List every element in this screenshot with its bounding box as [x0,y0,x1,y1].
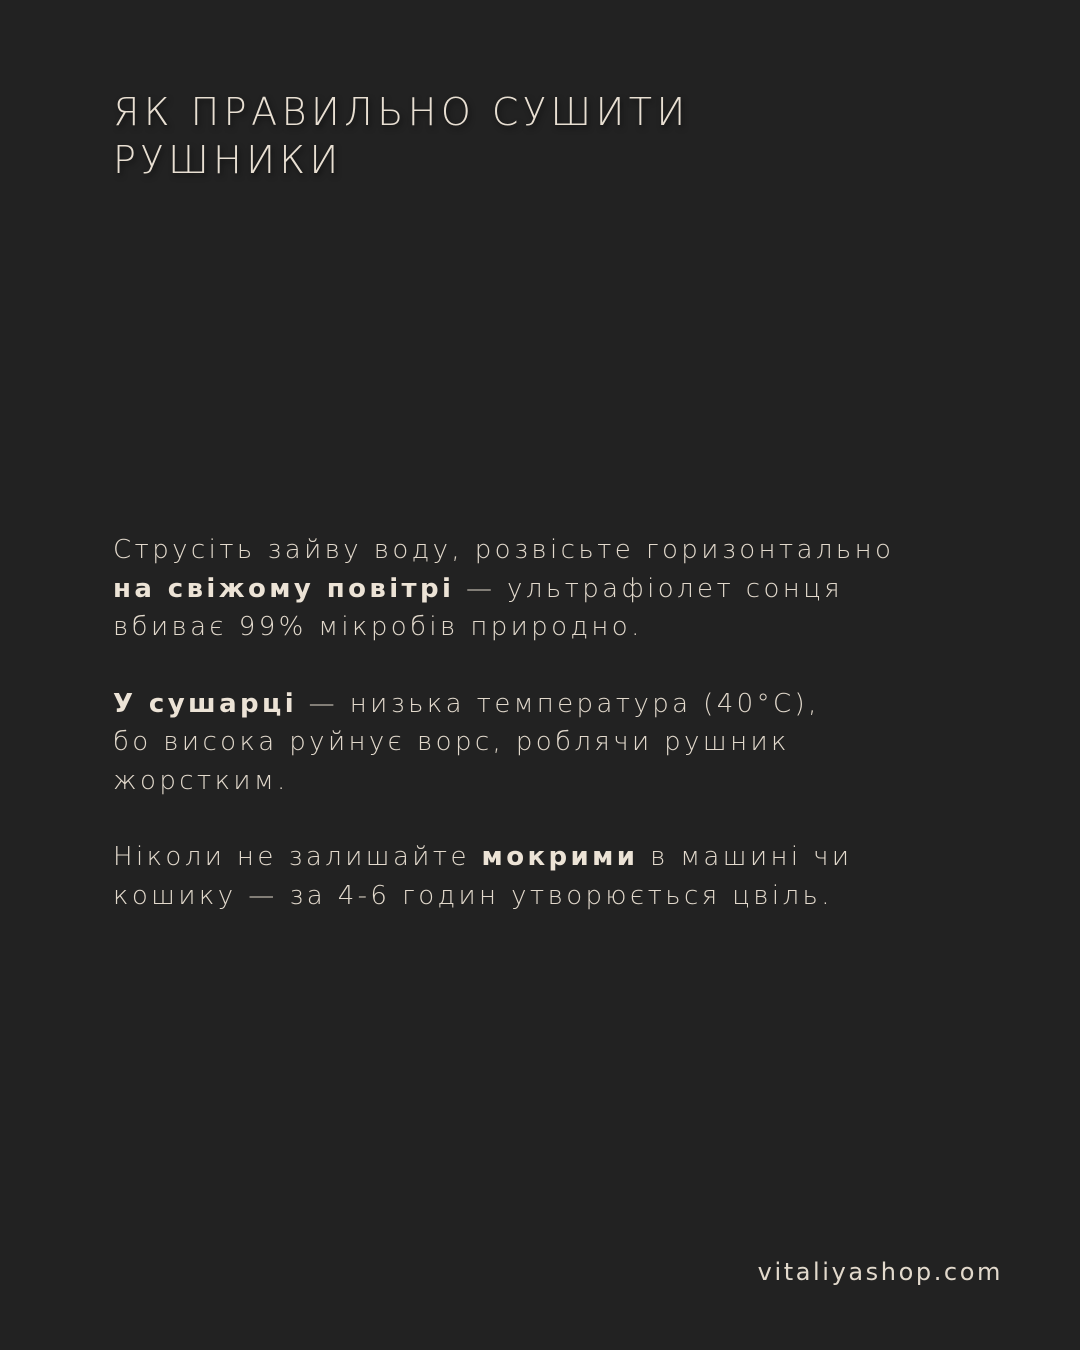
paragraph-wet-warning [113,838,993,915]
bold-phrase: У сушарці [113,688,298,719]
text-run: — низька температура (40°C), [297,688,820,719]
article-body [113,531,993,953]
paragraph-line: бо висока руйнує ворс, роблячи рушник [113,727,790,757]
paragraph-line [113,838,993,877]
paragraph-line [113,570,993,609]
paragraph-dryer [113,685,993,801]
paragraph-line: вбиває 99% мікробів природно. [113,612,643,642]
paragraph-line: жорстким. [113,765,289,796]
text-run: — ультрафіолет сонця [454,573,844,604]
paragraph-line [113,685,993,724]
paragraph-line: кошику — за 4-6 годин утворюється цвіль. [113,880,833,911]
website-link[interactable]: vitaliyashop.com [757,1258,1003,1286]
page-title [113,88,913,184]
text-run: в машині чи [638,842,853,872]
title-line-2: РУШНИКИ [113,138,343,182]
paragraph-fresh-air [113,531,993,647]
bold-phrase: мокрими [481,842,639,872]
bold-phrase: на свіжому повітрі [113,573,455,604]
text-run: Ніколи не залишайте [113,842,482,872]
title-line-1: ЯК ПРАВИЛЬНО СУШИТИ [113,90,690,134]
paragraph-line: Струсіть зайву воду, розвісьте горизонтально [113,535,895,565]
